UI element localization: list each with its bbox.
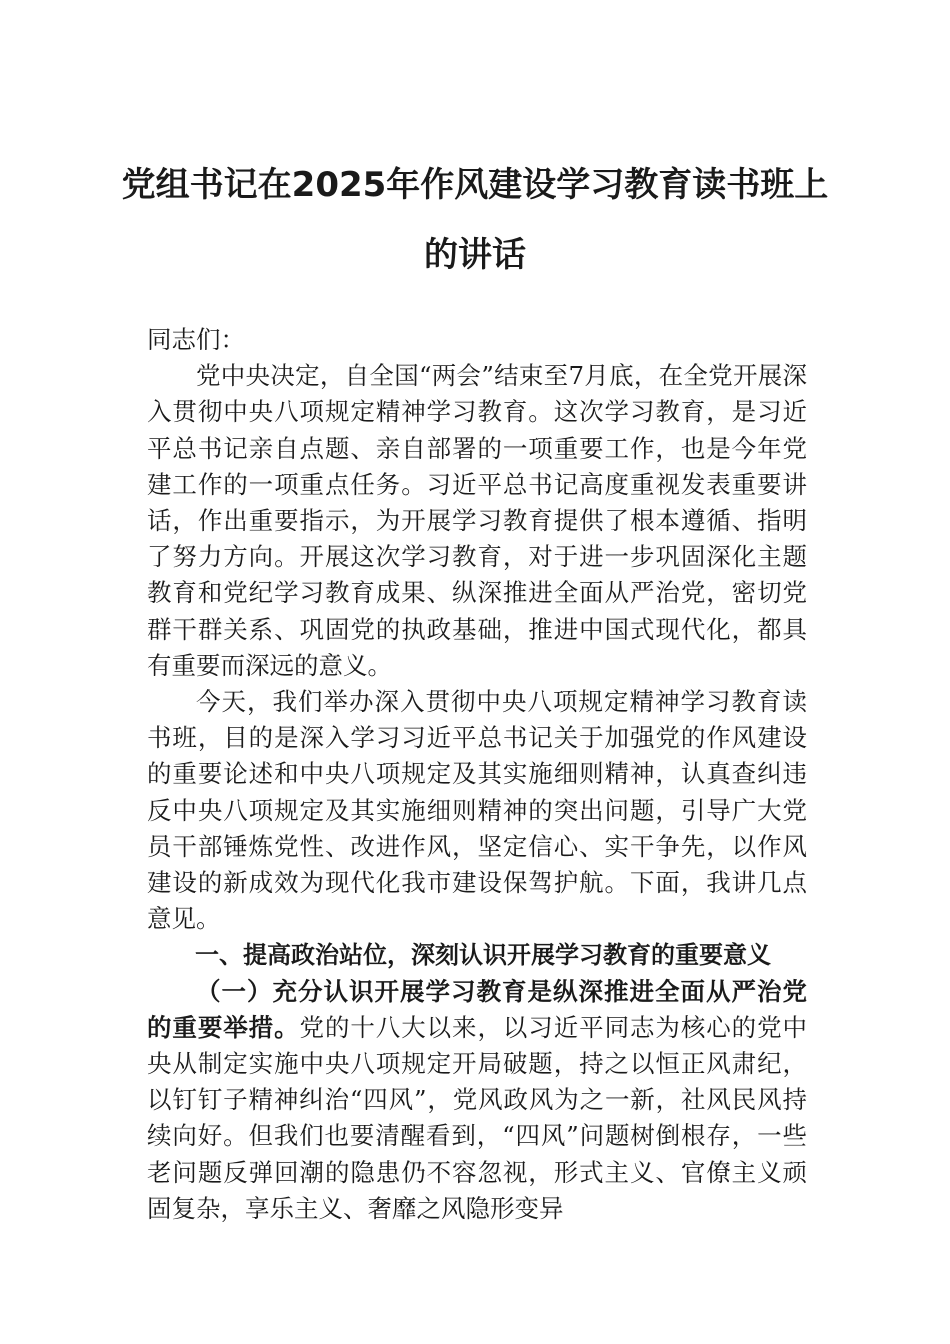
document-body (147, 322, 807, 1227)
subsection-text-1: 党的十八大以来，以习近平同志为核心的党中央从制定实施中央八项规定开局破题，持之以恒正风肃纪，以钉钉子精神纠治“四风”，党风政风为之一新，社风民风持续向好。但我们也要清醒看到，“四风”问题树倒根存，一些老问题反弹回潮的隐患仍不容忽视，形式主义、官僚主义顽固复杂，享乐主义、奢靡之风隐形变异 (147, 1012, 808, 1223)
subsection-paragraph-1 (147, 974, 807, 1227)
subsection-heading-1: （一）充分认识开展学习教育是纵深推进全面从严治党的重要举措。 (147, 976, 807, 1042)
paragraph-2: 今天，我们举办深入贯彻中央八项规定精神学习教育读书班，目的是深入学习习近平总书记关于加强党的作风建设的重要论述和中央八项规定及其实施细则精神，认真查纠违反中央八项规定及其实施细则精神的突出问题，引导广大党员干部锤炼党性、改进作风，坚定信心、实干争先，以作风建设的新成效为现代化我市建设保驾护航。下面，我讲几点意见。 (147, 687, 807, 934)
document-title: 党组书记在2025年作风建设学习教育读书班上的讲话 (121, 165, 829, 275)
salutation: 同志们： (147, 325, 245, 354)
section-heading-1: 一、提高政治站位，深刻认识开展学习教育的重要意义 (195, 941, 771, 970)
paragraph-1: 党中央决定，自全国“两会”结束至7月底，在全党开展深入贯彻中央八项规定精神学习教育。这次学习教育，是习近平总书记亲自点题、亲自部署的一项重要工作，也是今年党建工作的一项重点任务。习近平总书记高度重视发表重要讲话，作出重要指示，为开展学习教育提供了根本遵循、指明了努力方向。开展这次学习教育，对于进一步巩固深化主题教育和党纪学习教育成果、纵深推进全面从严治党，密切党群干群关系、巩固党的执政基础，推进中国式现代化，都具有重要而深远的意义。 (147, 361, 807, 680)
